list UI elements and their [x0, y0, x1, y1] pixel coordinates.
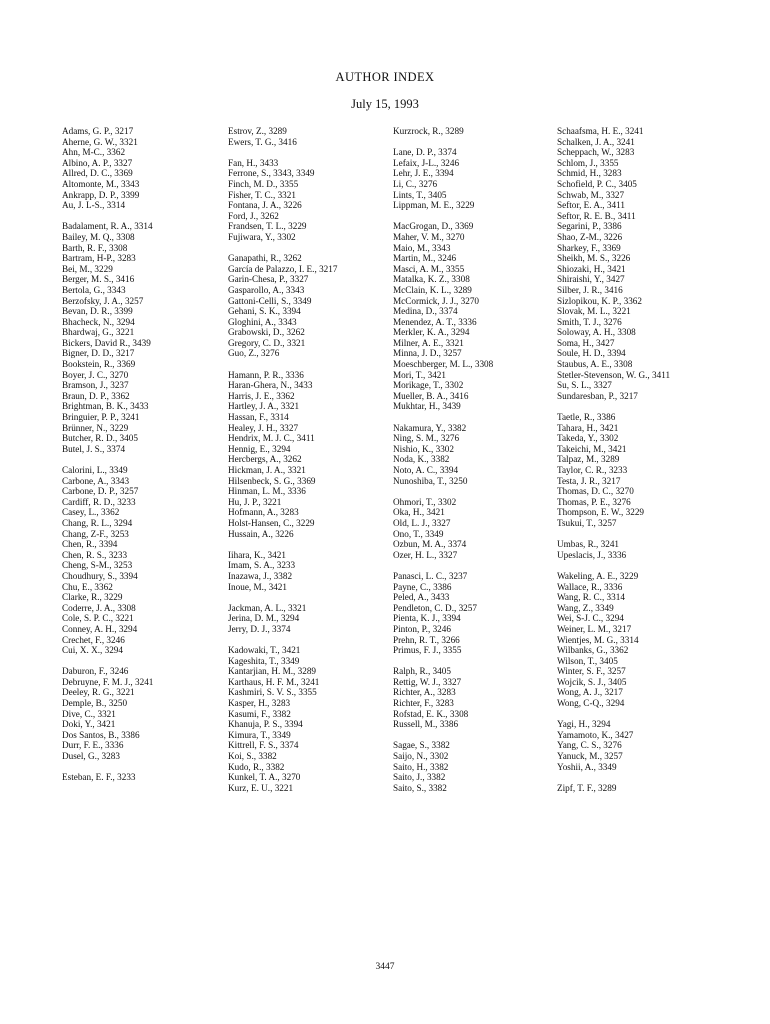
author-entry: Kittrell, F. S., 3374: [228, 740, 299, 751]
author-entry: Smith, T. J., 3276: [557, 316, 622, 327]
author-entry: Hendrix, M. J. C., 3411: [228, 433, 315, 444]
author-entry: Calorini, L., 3349: [62, 465, 128, 475]
index-group: [393, 571, 493, 656]
author-entry: Bickers, David R., 3439: [62, 337, 151, 348]
author-entry: Bookstein, R., 3369: [62, 359, 136, 370]
author-entry: Barth, R. F., 3308: [62, 242, 128, 253]
author-entry: Richter, A., 3283: [393, 687, 456, 698]
author-entry: Taetle, R., 3386: [557, 412, 616, 423]
author-entry: Prehn, R. T., 3266: [393, 634, 460, 645]
author-entry: Rettig, W. J., 3327: [393, 676, 462, 687]
index-group: [393, 740, 493, 793]
author-entry: Menendez, A. T., 3336: [393, 316, 477, 327]
author-entry: Coderre, J. A., 3308: [62, 602, 136, 613]
author-entry: Kashmiri, S. V. S., 3355: [228, 687, 317, 698]
author-entry: Aherne, G. W., 3321: [62, 136, 138, 147]
author-entry: Ganapathi, R., 3262: [228, 253, 302, 264]
author-entry: Nishio, K., 3302: [393, 443, 454, 454]
author-entry: Umbas, R., 3241: [557, 539, 620, 550]
author-entry: Li, C., 3276: [393, 178, 438, 189]
author-entry: Adams, G. P., 3217: [62, 126, 134, 136]
author-entry: Carbone, D. P., 3257: [62, 486, 139, 497]
author-entry: Carbone, A., 3343: [62, 475, 130, 486]
index-group: [62, 465, 153, 656]
author-entry: Wang, R. C., 3314: [557, 592, 625, 603]
author-entry: Nunoshiba, T., 3250: [393, 475, 468, 486]
author-entry: Badalament, R. A., 3314: [62, 221, 153, 232]
author-entry: Butel, J. S., 3374: [62, 443, 126, 454]
author-entry: Bramson, J., 3237: [62, 380, 129, 391]
author-entry: Yang, C. S., 3276: [557, 740, 622, 751]
author-entry: Dusel, G., 3283: [62, 751, 120, 762]
author-entry: Ferrone, S., 3343, 3349: [228, 168, 315, 179]
author-entry: Thompson, E. W., 3229: [557, 507, 645, 518]
author-entry: Wong, A. J., 3217: [557, 687, 623, 698]
author-entry: Matalka, K. Z., 3308: [393, 274, 470, 285]
author-entry: Segarini, P., 3386: [557, 221, 622, 232]
author-entry: Primus, F. J., 3355: [393, 645, 462, 656]
author-entry: Shiraishi, Y., 3427: [557, 274, 625, 285]
author-entry: Yoshii, A., 3349: [557, 761, 617, 772]
author-entry: Hennig, E., 3294: [228, 443, 291, 454]
author-entry: Sheikh, M. S., 3226: [557, 253, 631, 264]
author-entry: Hickman, J. A., 3321: [228, 465, 306, 475]
author-entry: Koi, S., 3382: [228, 751, 277, 762]
author-entry: Seftor, R. E. B., 3411: [557, 210, 636, 221]
author-entry: Soloway, A. H., 3308: [557, 327, 636, 338]
author-entry: Chu, E., 3362: [62, 581, 113, 592]
index-column-4: [557, 126, 670, 804]
index-group: [228, 253, 337, 359]
author-entry: Boyer, J. C., 3270: [62, 369, 129, 380]
author-entry: Thomas, D. C., 3270: [557, 486, 634, 497]
author-entry: Noto, A. C., 3394: [393, 465, 459, 475]
author-entry: Rofstad, E. K., 3308: [393, 708, 469, 719]
author-entry: Yagi, H., 3294: [557, 719, 611, 730]
author-entry: Wilson, T., 3405: [557, 655, 618, 666]
author-entry: Schwab, M., 3327: [557, 189, 625, 200]
author-entry: Saijo, N., 3302: [393, 751, 449, 762]
author-entry: Gloghini, A., 3343: [228, 316, 297, 327]
author-entry: Schmid, H., 3283: [557, 168, 622, 179]
author-entry: Fontana, J. A., 3226: [228, 200, 302, 211]
author-entry: Jerina, D. M., 3294: [228, 613, 300, 624]
author-entry: Saito, H., 3382: [393, 761, 449, 772]
author-entry: Berzofsky, J. A., 3257: [62, 295, 144, 306]
author-entry: Hilsenbeck, S. G., 3369: [228, 475, 316, 486]
author-entry: Wong, C-Q., 3294: [557, 698, 625, 709]
author-entry: Khanuja, P. S., 3394: [228, 719, 303, 730]
author-entry: Chang, Z-F., 3253: [62, 528, 129, 539]
author-entry: Clarke, R., 3229: [62, 592, 123, 603]
author-entry: Richter, F., 3283: [393, 698, 454, 709]
author-entry: Martin, M., 3246: [393, 253, 457, 264]
author-entry: Tsukui, T., 3257: [557, 517, 617, 528]
author-entry: Hofmann, A., 3283: [228, 507, 299, 518]
author-entry: Lehr, J. E., 3394: [393, 168, 454, 179]
author-entry: Bhardwaj, G., 3221: [62, 327, 135, 338]
author-entry: Albino, A. P., 3327: [62, 157, 133, 168]
author-entry: Inazawa, J., 3382: [228, 570, 293, 581]
author-entry: Soule, H. D., 3394: [557, 348, 626, 359]
author-entry: Mukhtar, H., 3439: [393, 401, 461, 412]
author-entry: Cheng, S-M., 3253: [62, 560, 133, 571]
author-entry: Takeichi, M., 3421: [557, 443, 627, 454]
author-entry: Fujiwara, Y., 3302: [228, 231, 296, 242]
author-entry: Deeley, R. G., 3221: [62, 687, 135, 698]
index-group: [62, 772, 153, 783]
author-entry: Weiner, L. M., 3217: [557, 623, 632, 634]
author-entry: Sagae, S., 3382: [393, 740, 450, 751]
author-entry: Peled, A., 3433: [393, 592, 450, 603]
author-entry: Lefaix, J-L., 3246: [393, 157, 460, 168]
author-entry: Schofield, P. C., 3405: [557, 178, 637, 189]
author-entry: Ning, S. M., 3276: [393, 433, 460, 444]
author-entry: Moeschberger, M. L., 3308: [393, 359, 494, 370]
author-entry: Chen, R. S., 3233: [62, 549, 128, 560]
author-entry: Wang, Z., 3349: [557, 602, 614, 613]
author-entry: Silber, J. R., 3416: [557, 284, 623, 295]
author-entry: Ford, J., 3262: [228, 210, 279, 221]
author-entry: Pendleton, C. D., 3257: [393, 602, 477, 613]
index-group: [393, 497, 493, 561]
author-entry: Estrov, Z., 3289: [228, 126, 287, 136]
author-entry: Milner, A. E., 3321: [393, 337, 464, 348]
author-entry: Healey, J. H., 3327: [228, 422, 299, 433]
author-entry: Staubus, A. E., 3308: [557, 359, 633, 370]
author-entry: Bei, M., 3229: [62, 263, 113, 274]
author-entry: Talpaz, M., 3289: [557, 454, 620, 465]
author-entry: Payne, C., 3386: [393, 581, 452, 592]
author-entry: Cui, X. X., 3294: [62, 645, 123, 656]
author-entry: Kasper, H., 3283: [228, 698, 291, 709]
author-entry: Demple, B., 3250: [62, 698, 128, 709]
index-column-2: [228, 126, 337, 804]
author-entry: Ozbun, M. A., 3374: [393, 539, 467, 550]
author-entry: Takeda, Y., 3302: [557, 433, 619, 444]
author-entry: Haran-Ghera, N., 3433: [228, 380, 313, 391]
author-entry: Cardiff, R. D., 3233: [62, 496, 136, 507]
author-entry: Yamamoto, K., 3427: [557, 729, 634, 740]
author-entry: Lane, D. P., 3374: [393, 147, 457, 158]
author-entry: Harris, J. E., 3362: [228, 390, 295, 401]
author-entry: Ozer, H. L., 3327: [393, 549, 458, 560]
author-entry: Allred, D. C., 3369: [62, 168, 133, 179]
author-entry: Braun, D. P., 3362: [62, 390, 130, 401]
index-group: [557, 571, 670, 709]
author-entry: Wei, S-J. C., 3294: [557, 613, 624, 624]
author-entry: Yanuck, M., 3257: [557, 751, 623, 762]
author-entry: Kasumi, F., 3382: [228, 708, 291, 719]
author-entry: Dive, C., 3321: [62, 708, 116, 719]
author-entry: Soma, H., 3427: [557, 337, 615, 348]
author-entry: Wientjes, M. G., 3314: [557, 634, 639, 645]
author-entry: Pienta, K. J., 3394: [393, 613, 461, 624]
index-group: [228, 126, 337, 147]
author-entry: Russell, M., 3386: [393, 719, 459, 730]
author-entry: Upeslacis, J., 3336: [557, 549, 627, 560]
author-entry: Holst-Hansen, C., 3229: [228, 517, 315, 528]
author-entry: Chang, R. L., 3294: [62, 517, 133, 528]
author-entry: Scheppach, W., 3283: [557, 147, 635, 158]
page-number: 3447: [375, 962, 395, 972]
author-entry: Chen, R., 3394: [62, 539, 118, 550]
author-entry: Doki, Y., 3421: [62, 719, 116, 730]
author-entry: Garin-Chesa, P., 3327: [228, 274, 309, 285]
author-entry: Frandsen, T. L., 3229: [228, 221, 307, 232]
author-entry: Bhacheck, N., 3294: [62, 316, 135, 327]
author-entry: Fan, H., 3433: [228, 157, 279, 168]
author-entry: Wojcik, S. J., 3405: [557, 676, 627, 687]
index-group: [62, 221, 153, 454]
author-entry: Schlom, J., 3355: [557, 157, 619, 168]
author-entry: Hinman, L. M., 3336: [228, 486, 306, 497]
index-column-1: [62, 126, 153, 793]
author-entry: Thomas, P. E., 3276: [557, 496, 631, 507]
index-group: [393, 666, 493, 730]
author-entry: Hassan, F., 3314: [228, 412, 289, 423]
author-entry: Maio, M., 3343: [393, 242, 451, 253]
author-entry: Minna, J. D., 3257: [393, 348, 462, 359]
author-entry: Ohmori, T., 3302: [393, 496, 457, 507]
author-entry: Jerry, D. J., 3374: [228, 623, 291, 634]
index-group: [393, 423, 493, 487]
index-group: [557, 719, 670, 772]
page-title: AUTHOR INDEX: [335, 70, 435, 84]
index-group: [393, 126, 493, 137]
author-entry: Esteban, E. F., 3233: [62, 772, 136, 783]
author-entry: Hussain, A., 3226: [228, 528, 294, 539]
author-entry: Dos Santos, B., 3386: [62, 729, 140, 740]
index-group: [228, 603, 337, 635]
index-group: [557, 783, 670, 794]
author-entry: Medina, D., 3374: [393, 306, 458, 317]
author-entry: Morikage, T., 3302: [393, 380, 464, 391]
author-entry: Jackman, A. L., 3321: [228, 602, 307, 613]
author-entry: McClain, K. L., 3289: [393, 284, 472, 295]
author-entry: Karthaus, H. F. M., 3241: [228, 676, 320, 687]
author-entry: Lippman, M. E., 3229: [393, 200, 475, 211]
index-group: [557, 412, 670, 529]
author-entry: Ankrapp, D. P., 3399: [62, 189, 140, 200]
author-entry: Sundaresban, P., 3217: [557, 390, 638, 401]
author-entry: Bertola, G., 3343: [62, 284, 126, 295]
index-date: July 15, 1993: [351, 97, 419, 111]
index-column-3: [393, 126, 493, 804]
author-entry: Su, S. L., 3327: [557, 380, 612, 391]
author-entry: Ahn, M-C., 3362: [62, 147, 126, 158]
author-entry: Imam, S. A., 3233: [228, 560, 296, 571]
author-entry: Ralph, R., 3405: [393, 666, 451, 677]
author-entry: Pinton, P., 3246: [393, 623, 451, 634]
author-entry: Berger, M. S., 3416: [62, 274, 135, 285]
author-entry: Slovak, M. L., 3221: [557, 306, 631, 317]
author-entry: Mori, T., 3421: [393, 369, 446, 380]
author-entry: Bartram, H-P., 3283: [62, 253, 136, 264]
author-entry: McCormick, J. J., 3270: [393, 295, 480, 306]
author-entry: Fisher, T. C., 3321: [228, 189, 296, 200]
author-entry: Kantarjian, H. M., 3289: [228, 666, 317, 677]
author-entry: Hu, J. P., 3221: [228, 496, 282, 507]
author-entry: Cole, S. P. C., 3221: [62, 613, 134, 624]
author-entry: Debruyne, F. M. J., 3241: [62, 676, 154, 687]
author-entry: Kadowaki, T., 3421: [228, 645, 301, 656]
author-entry: García de Palazzo, I. E., 3217: [228, 263, 338, 274]
author-entry: Daburon, F., 3246: [62, 666, 129, 677]
author-entry: Hercbergs, A., 3262: [228, 454, 302, 465]
author-entry: Panasci, L. C., 3237: [393, 570, 468, 581]
author-entry: Conney, A. H., 3294: [62, 623, 138, 634]
author-entry: Zipf, T. F., 3289: [557, 782, 617, 793]
author-entry: Stetler-Stevenson, W. G., 3411: [557, 369, 671, 380]
author-entry: Bringuier, P. P., 3241: [62, 412, 140, 423]
author-entry: Crechet, F., 3246: [62, 634, 125, 645]
author-entry: Durr, F. E., 3336: [62, 740, 124, 751]
author-entry: Ono, T., 3349: [393, 528, 444, 539]
author-entry: Nakamura, Y., 3382: [393, 422, 467, 433]
index-group: [557, 126, 670, 401]
author-entry: Shao, Z-M., 3226: [557, 231, 623, 242]
index-group: [393, 147, 493, 211]
author-entry: Guo, Z., 3276: [228, 348, 280, 359]
author-entry: Tahara, H., 3421: [557, 422, 619, 433]
author-entry: Iihara, K., 3421: [228, 549, 286, 560]
author-entry: Au, J. L-S., 3314: [62, 200, 126, 211]
author-entry: Kurz, E. U., 3221: [228, 782, 294, 793]
index-group: [62, 126, 153, 211]
author-entry: Merkler, K. A., 3294: [393, 327, 470, 338]
author-entry: Hamann, P. R., 3336: [228, 369, 304, 380]
author-entry: MacGrogan, D., 3369: [393, 221, 474, 232]
index-group: [557, 539, 670, 560]
author-entry: Gehani, S. K., 3394: [228, 306, 301, 317]
author-entry: Mueller, B. A., 3416: [393, 390, 469, 401]
author-entry: Gasparollo, A., 3343: [228, 284, 305, 295]
author-entry: Maher, V. M., 3270: [393, 231, 465, 242]
author-entry: Ewers, T. G., 3416: [228, 136, 297, 147]
author-entry: Kurzrock, R., 3289: [393, 126, 464, 136]
author-entry: Testa, J. R., 3217: [557, 475, 621, 486]
index-group: [228, 370, 337, 540]
author-entry: Wilbanks, G., 3362: [557, 645, 629, 656]
author-entry: Saito, J., 3382: [393, 772, 446, 783]
index-group: [228, 158, 337, 243]
author-entry: Bevan, D. R., 3399: [62, 306, 133, 317]
author-entry: Inoue, M., 3421: [228, 581, 287, 592]
author-entry: Seftor, E. A., 3411: [557, 200, 625, 211]
author-entry: Shiozaki, H., 3421: [557, 263, 626, 274]
author-entry: Oka, H., 3421: [393, 507, 445, 518]
author-entry: Taylor, C. R., 3233: [557, 465, 628, 475]
author-entry: Kageshita, T., 3349: [228, 655, 300, 666]
author-entry: Old, L. J., 3327: [393, 517, 451, 528]
index-group: [228, 550, 337, 592]
author-entry: Sharkey, F., 3369: [557, 242, 621, 253]
author-entry: Gattoni-Celli, S., 3349: [228, 295, 312, 306]
author-entry: Kunkel, T. A., 3270: [228, 772, 301, 783]
author-entry: Hartley, J. A., 3321: [228, 401, 300, 412]
author-entry: Brightman, B. K., 3433: [62, 401, 149, 412]
author-entry: Kimura, T., 3349: [228, 729, 291, 740]
author-entry: Casey, L., 3362: [62, 507, 120, 518]
author-entry: Bailey, M. Q., 3308: [62, 231, 135, 242]
author-entry: Lints, T., 3405: [393, 189, 447, 200]
author-entry: Bigner, D. D., 3217: [62, 348, 135, 359]
author-entry: Masci, A. M., 3355: [393, 263, 465, 274]
author-entry: Grabowski, D., 3262: [228, 327, 305, 338]
author-entry: Saito, S., 3382: [393, 782, 447, 793]
author-entry: Kudo, R., 3382: [228, 761, 285, 772]
author-entry: Choudhury, S., 3394: [62, 570, 138, 581]
index-group: [62, 666, 153, 761]
author-entry: Winter, S. F., 3257: [557, 666, 626, 677]
author-entry: Altomonte, M., 3343: [62, 178, 140, 189]
author-entry: Noda, K., 3382: [393, 454, 450, 465]
author-entry: Wakeling, A. E., 3229: [557, 570, 639, 581]
author-entry: Gregory, C. D., 3321: [228, 337, 306, 348]
author-entry: Brünner, N., 3229: [62, 422, 129, 433]
author-entry: Schalken, J. A., 3241: [557, 136, 635, 147]
index-group: [228, 645, 337, 793]
author-entry: Finch, M. D., 3355: [228, 178, 299, 189]
index-group: [393, 221, 493, 412]
author-entry: Butcher, R. D., 3405: [62, 433, 138, 444]
author-entry: Wallace, R., 3336: [557, 581, 623, 592]
author-entry: Schaafsma, H. E., 3241: [557, 126, 644, 136]
author-entry: Sizlopikou, K. P., 3362: [557, 295, 642, 306]
